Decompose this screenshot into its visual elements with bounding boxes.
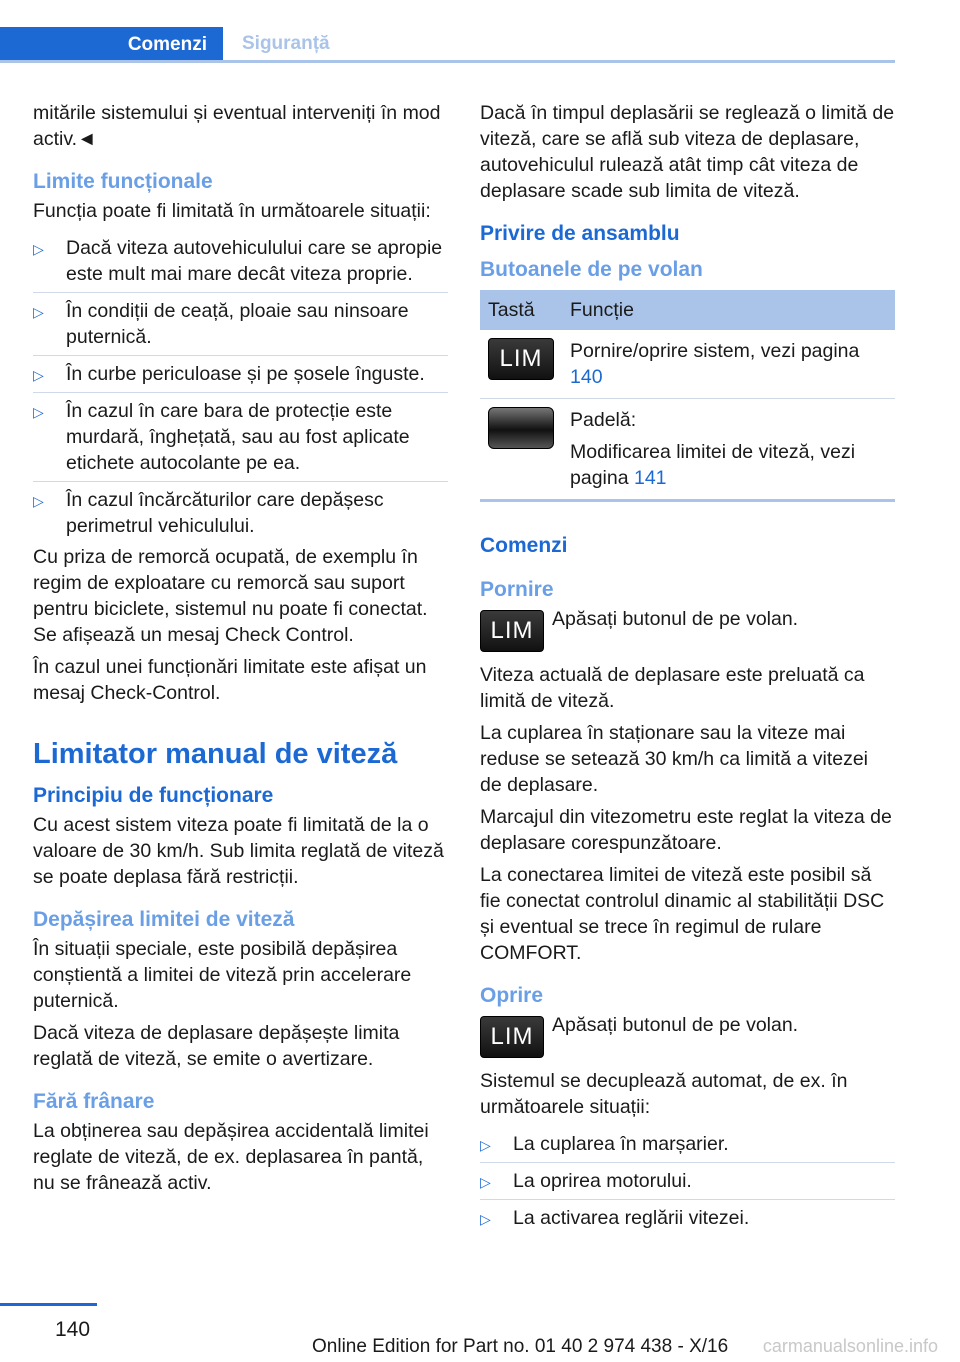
- start-paragraph-2: La cuplarea în staționare sau la viteze mai reduse se setează 30 km/h ca limită a vitezei de deplasare.: [480, 722, 869, 796]
- buttons-heading: Butoanele de pe volan: [480, 258, 703, 281]
- stop-list: [480, 1126, 895, 1236]
- trailer-text: Cu priza de remorcă ocupată, de exemplu în regim de exploatare cu remorcă sau suport pentru biciclete, sistemul nu poate fi conectat. Se afișează un mesaj Check Control.: [33, 546, 428, 646]
- list-item: ▷ În condiții de ceață, ploaie sau ninsoare puternică.: [33, 293, 448, 356]
- list-item: ▷ La activarea reglării vitezei.: [480, 1200, 895, 1236]
- limits-list: [33, 230, 448, 544]
- start-paragraph-4: La conectarea limitei de viteză este posibil să fie conectat controlul dinamic al stabilității DSC și eventual se trece în regimul de rulare COMFORT.: [480, 864, 885, 964]
- page-title: Limitator manual de viteză: [33, 738, 398, 770]
- column-header-function: Funcție: [562, 290, 895, 330]
- controls-heading: Comenzi: [480, 534, 568, 557]
- triangle-bullet-icon: ▷: [33, 367, 44, 383]
- limited-text: În cazul unei funcționări limitate este afișat un mesaj Check-Control.: [33, 656, 427, 704]
- lim-button-icon: LIM: [488, 338, 554, 380]
- page-link-141[interactable]: 141: [633, 467, 667, 489]
- exceed-heading: Depășirea limitei de viteză: [33, 908, 295, 931]
- table-cell-function: Padelă: Modificarea limitei de viteză, vezi pagina 141: [562, 399, 895, 501]
- lim-button-icon: LIM: [480, 1016, 544, 1058]
- triangle-bullet-icon: ▷: [480, 1137, 491, 1153]
- table-row: [480, 399, 895, 501]
- table-header-row: [480, 290, 895, 330]
- nobrake-heading: Fără frânare: [33, 1090, 155, 1113]
- intro-text: mitările sistemului și eventual interveniți în mod activ.◄: [33, 102, 441, 150]
- page-link-140[interactable]: 140: [570, 366, 603, 388]
- right-intro-text: Dacă în timpul deplasării se reglează o limită de viteză, care se află sub viteza de deplasare, autovehiculul rulează atât timp cât viteza de deplasare scade sub limita de viteză.: [480, 102, 895, 202]
- stop-paragraph-1: Sistemul se decuplează automat, de ex. în următoarele situații:: [480, 1070, 848, 1118]
- footer-divider: [0, 1303, 97, 1306]
- start-paragraph-3: Marcajul din vitezometru este reglat la viteza de deplasare corespunzătoare.: [480, 806, 892, 854]
- header-tab-bar: [0, 0, 960, 64]
- triangle-bullet-icon: ▷: [33, 304, 44, 320]
- table-cell-function: Pornire/oprire sistem, vezi pagina 140: [562, 330, 895, 399]
- list-item: ▷ La cuplarea în marșarier.: [480, 1126, 895, 1163]
- footer-edition: Online Edition for Part no. 01 40 2 974 438 - X/16: [312, 1336, 729, 1357]
- paddle-icon: [488, 407, 554, 449]
- triangle-bullet-icon: ▷: [33, 241, 44, 257]
- list-item: ▷ În curbe periculoase și pe șosele înguste.: [33, 356, 448, 393]
- principle-heading: Principiu de funcționare: [33, 784, 274, 807]
- exceed-text-1: În situații speciale, este posibilă depășirea conștientă a limitei de viteză prin accelerare puternică.: [33, 938, 412, 1012]
- list-item: ▷ Dacă viteza autovehiculului care se apropie este mult mai mare decât viteza proprie.: [33, 230, 448, 293]
- table-cell-key: [480, 399, 562, 501]
- start-instruction: LIM Apăsați butonul de pe volan.: [480, 606, 895, 652]
- nobrake-text: La obținerea sau depășirea accidentală limitei reglate de viteză, de ex. deplasarea în pantă, nu se frânează activ.: [33, 1120, 429, 1194]
- tab-siguranta[interactable]: Siguranță: [242, 32, 330, 54]
- buttons-table: [480, 290, 895, 502]
- triangle-bullet-icon: ▷: [480, 1211, 491, 1227]
- table-cell-key: [480, 330, 562, 399]
- triangle-bullet-icon: ▷: [33, 404, 44, 420]
- left-column: [33, 100, 448, 1202]
- start-heading: Pornire: [480, 578, 554, 601]
- limits-heading: Limite funcționale: [33, 170, 213, 193]
- table-row: [480, 330, 895, 399]
- tab-comenzi[interactable]: Comenzi: [0, 27, 223, 63]
- limits-intro: Funcția poate fi limitată în următoarele situații:: [33, 200, 431, 222]
- exceed-text-2: Dacă viteza de deplasare depășește limita reglată de viteză, se emite o avertizare.: [33, 1022, 400, 1070]
- stop-instruction: LIM Apăsați butonul de pe volan.: [480, 1012, 895, 1058]
- triangle-bullet-icon: ▷: [33, 493, 44, 509]
- list-item: ▷ În cazul în care bara de protecție este murdară, înghețată, sau au fost aplicate etichete autocolante pe ea.: [33, 393, 448, 482]
- page-number: 140: [55, 1318, 91, 1341]
- watermark: carmanualsonline.info: [762, 1336, 938, 1356]
- start-paragraph-1: Viteza actuală de deplasare este preluată ca limită de viteză.: [480, 664, 865, 712]
- right-column: [480, 100, 895, 1236]
- header-divider: [0, 60, 895, 63]
- column-header-key: Tastă: [480, 290, 562, 330]
- list-item: ▷ La oprirea motorului.: [480, 1163, 895, 1200]
- triangle-bullet-icon: ▷: [480, 1174, 491, 1190]
- principle-text: Cu acest sistem viteza poate fi limitată de la o valoare de 30 km/h. Sub limita reglată de viteză se poate deplasa fără restricții.: [33, 814, 444, 888]
- list-item: ▷ În cazul încărcăturilor care depășesc perimetrul vehiculului.: [33, 489, 384, 537]
- lim-button-icon: LIM: [480, 610, 544, 652]
- overview-heading: Privire de ansamblu: [480, 222, 680, 245]
- stop-heading: Oprire: [480, 984, 544, 1007]
